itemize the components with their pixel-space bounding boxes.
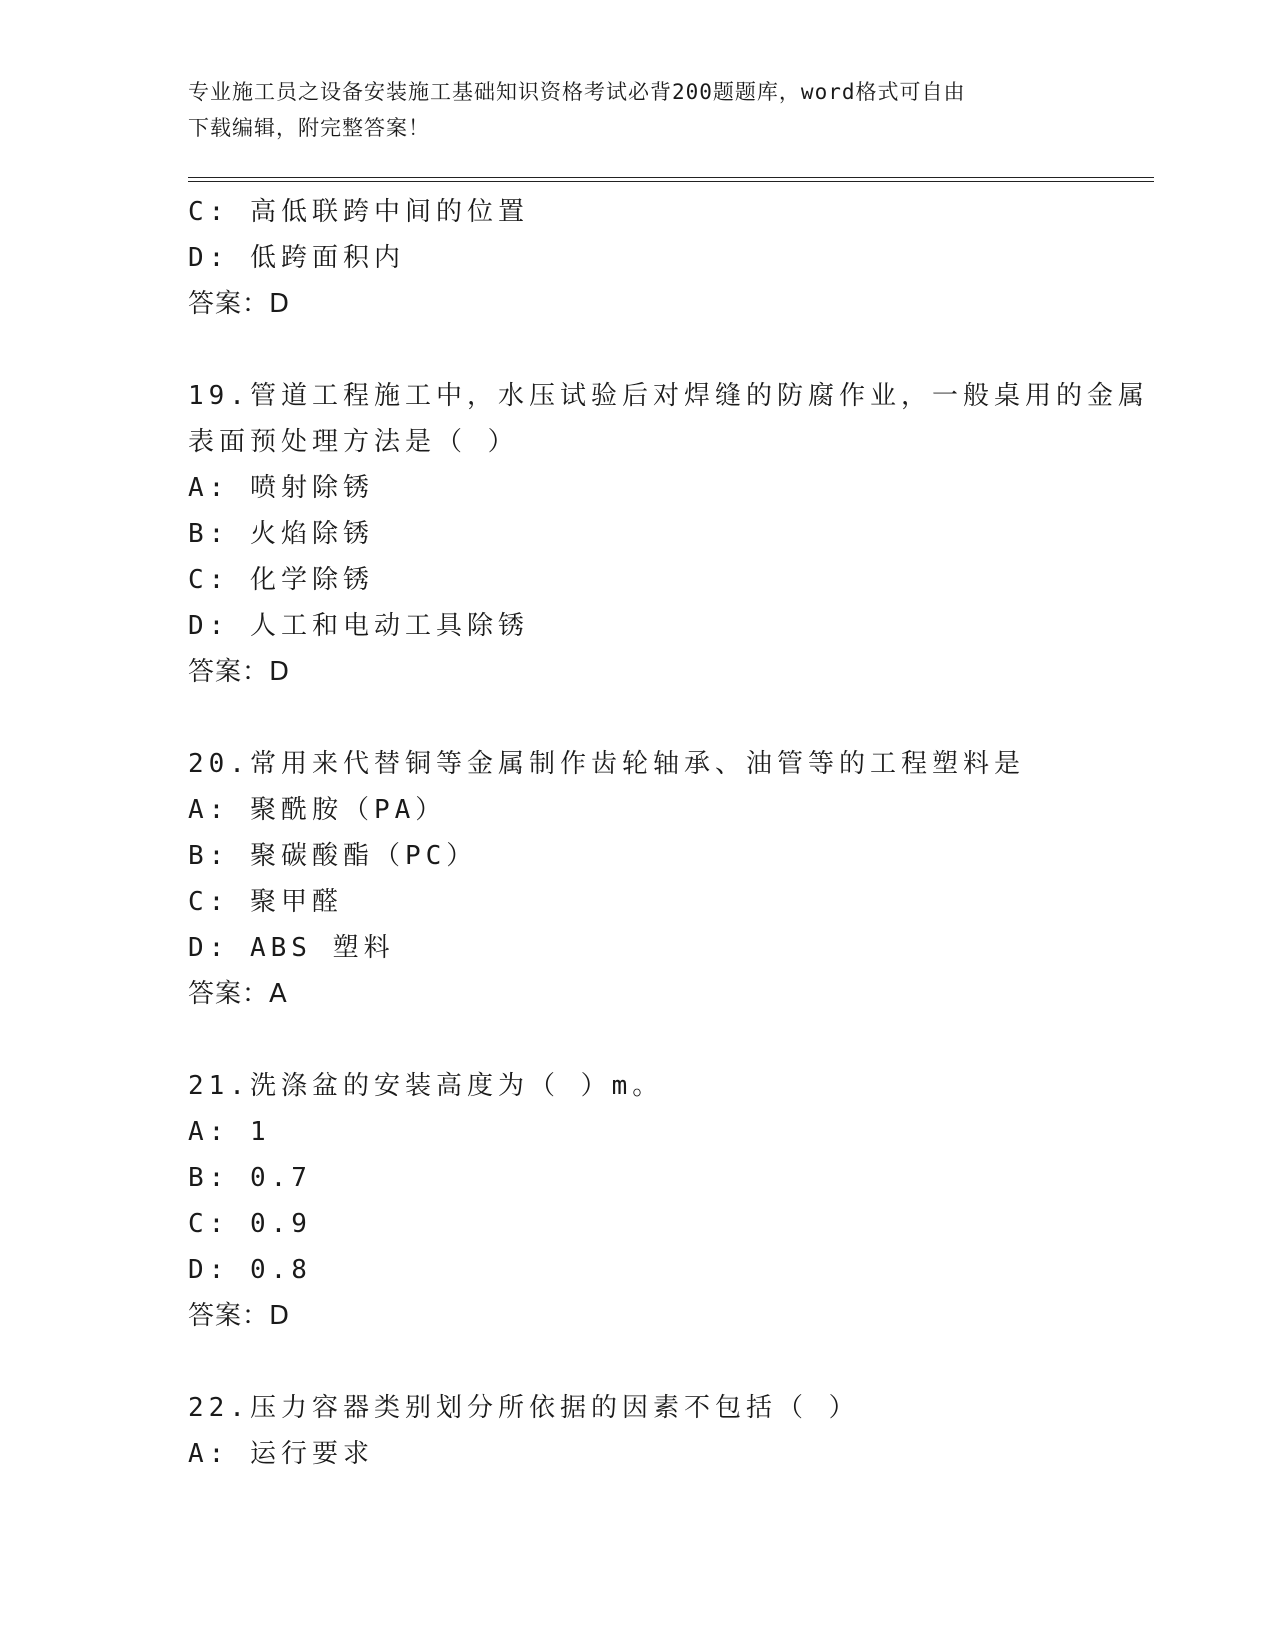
question-list [188,189,1148,1477]
option-c: C: 化学除锈 [188,565,374,595]
option-b: B: 聚碳酸酯（PC） [188,841,478,871]
question-stem: 19.管道工程施工中，水压试验后对焊缝的防腐作业，一般桌用的金属 [188,381,1149,411]
question-stem: 表面预处理方法是（ ） [188,427,519,457]
header-divider-bottom [188,181,1154,182]
option-c: C: 0.9 [188,1209,312,1239]
option-a: A: 1 [188,1117,271,1147]
question-20 [188,741,1148,1017]
option-a: A: 聚酰胺（PA） [188,795,447,825]
option-b: B: 0.7 [188,1163,312,1193]
option-d: D: 人工和电动工具除锈 [188,611,529,641]
question-21 [188,1063,1148,1339]
spacer [188,695,1148,741]
answer: 答案：D [188,1301,291,1331]
answer: 答案：D [188,657,291,687]
spacer [188,1017,1148,1063]
question-stem: 21.洗涤盆的安装高度为（ ）m。 [188,1071,664,1101]
question-22 [188,1385,1148,1477]
answer: 答案：D [188,289,291,319]
option-c: C: 聚甲醛 [188,887,343,917]
option-b: B: 火焰除锈 [188,519,374,549]
question-stem: 22.压力容器类别划分所依据的因素不包括（ ） [188,1393,860,1423]
question-stem: 20.常用来代替铜等金属制作齿轮轴承、油管等的工程塑料是 [188,749,1025,779]
header-line-2: 下载编辑，附完整答案！ [188,116,430,140]
answer: 答案：A [188,979,288,1009]
header-line-1: 专业施工员之设备安装施工基础知识资格考试必背200题题库，word格式可自由 [188,80,966,104]
option-d: D: 低跨面积内 [188,243,405,273]
document-header [188,74,1068,146]
option-c: C: 高低联跨中间的位置 [188,197,529,227]
option-d: D: 0.8 [188,1255,312,1285]
question-18-tail [188,189,1148,327]
spacer [188,327,1148,373]
option-d: D: ABS 塑料 [188,933,395,963]
option-a: A: 运行要求 [188,1439,374,1469]
spacer [188,1339,1148,1385]
question-19 [188,373,1148,695]
option-a: A: 喷射除锈 [188,473,374,503]
header-divider-top [188,177,1154,178]
